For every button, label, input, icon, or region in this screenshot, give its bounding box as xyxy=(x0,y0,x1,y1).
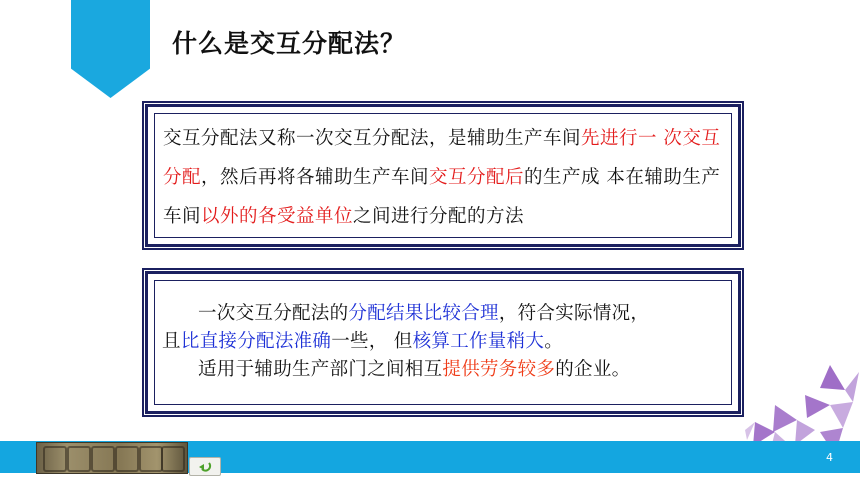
evaluation-line-1-c: ，符合实际情况， xyxy=(498,303,650,324)
definition-text xyxy=(163,119,738,236)
definition-seg-2: ，然后再将各辅助生产车间 xyxy=(201,167,430,188)
evaluation-line-2-a: 且 xyxy=(162,331,181,352)
definition-highlight-1: 先进行一 次交互分配 xyxy=(163,128,721,188)
definition-seg-3: 的生产成 本在辅助生产车间 xyxy=(163,167,721,227)
back-button[interactable] xyxy=(189,457,221,476)
evaluation-line-2 xyxy=(162,328,737,356)
evaluation-highlight-services: 提供劳务较多 xyxy=(442,359,556,380)
evaluation-line-1-a: 一次交互分配法的 xyxy=(198,303,349,324)
definition-seg-1: 交互分配法又称一次交互分配法，是辅助生产车间 xyxy=(163,128,582,149)
evaluation-line-1 xyxy=(162,300,737,328)
evaluation-line-2-c: 一些， 但 xyxy=(331,331,413,352)
evaluation-line-3 xyxy=(162,356,737,384)
definition-seg-4: 之间进行分配的方法 xyxy=(353,206,525,227)
definition-highlight-2: 交互分配后 xyxy=(429,167,525,188)
evaluation-line-3-a: 适用于辅助生产部门之间相互 xyxy=(198,359,443,380)
slide-title: 什么是交互分配法？ xyxy=(172,29,407,58)
evaluation-text xyxy=(162,300,737,384)
evaluation-line-3-c: 的企业。 xyxy=(555,359,631,380)
evaluation-line-2-e: 。 xyxy=(544,331,564,352)
return-arrow-icon xyxy=(198,461,212,473)
definition-box xyxy=(145,104,741,247)
definition-highlight-3: 以外的各受益单位 xyxy=(201,206,354,227)
evaluation-box xyxy=(145,271,741,414)
evaluation-highlight-accuracy: 比直接分配法准确 xyxy=(180,331,332,352)
calligraphy-logo xyxy=(36,442,188,474)
evaluation-highlight-result: 分配结果比较合理 xyxy=(348,303,499,324)
evaluation-highlight-workload: 核算工作量稍大 xyxy=(412,331,545,352)
title-ribbon xyxy=(71,0,150,98)
page-number: 4 xyxy=(826,451,833,464)
